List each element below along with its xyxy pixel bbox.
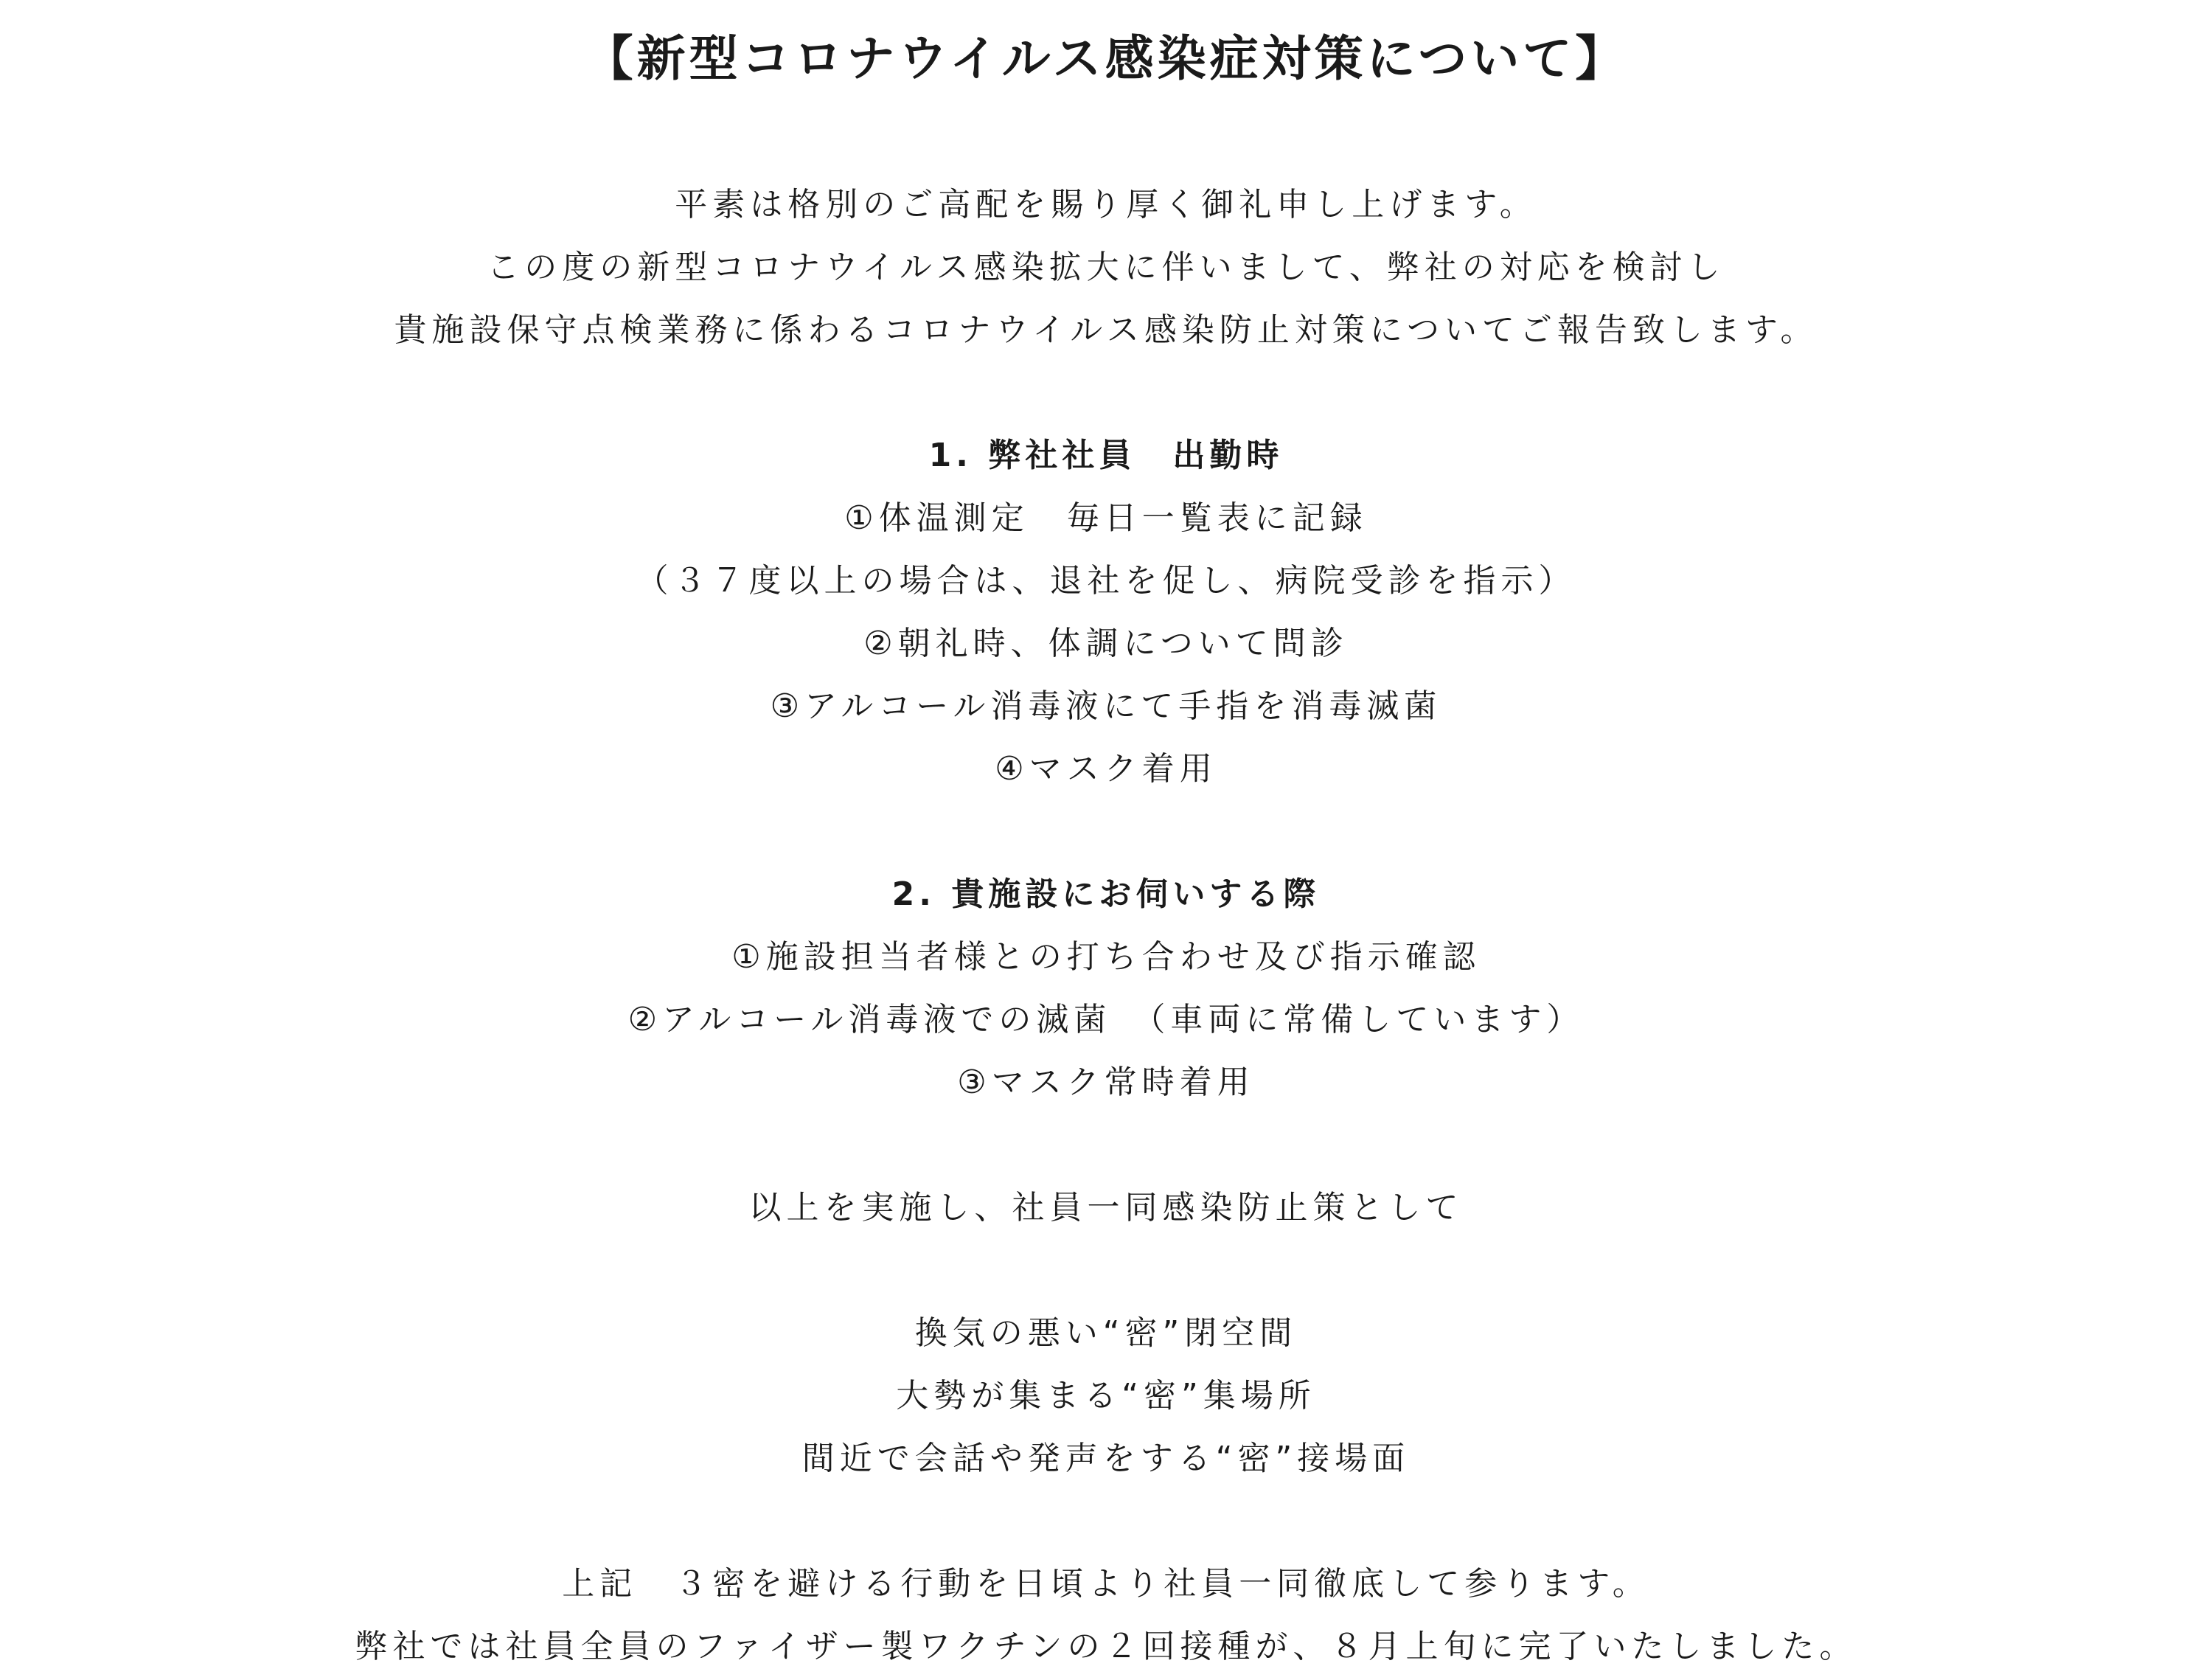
section-2-item: ①施設担当者様との打ち合わせ及び指示確認 — [731, 938, 1481, 976]
section-1-item: ③アルコール消毒液にて手指を消毒滅菌 — [770, 687, 1442, 725]
section-2-heading: 2. 貴施設にお伺いする際 — [891, 875, 1321, 913]
section-1-item: ②朝礼時、体調について問診 — [863, 625, 1349, 662]
section-2-item: ③マスク常時着用 — [957, 1063, 1255, 1101]
intro-line-3: 貴施設保守点検業務に係わるコロナウイルス感染防止対策についてご報告致します。 — [394, 311, 1818, 349]
closing-line-2: 弊社では社員全員のファイザー製ワクチンの２回接種が、８月上旬に完了いたしました。 — [355, 1628, 1857, 1665]
intro-line-1: 平素は格別のご高配を賜り厚く御礼申し上げます。 — [675, 186, 1537, 223]
page-title: 【新型コロナウイルス感染症対策について】 — [584, 30, 1628, 87]
intro-line-2: この度の新型コロナウイルス感染拡大に伴いまして、弊社の対応を検討し — [487, 249, 1725, 286]
three-cs-line: 大勢が集まる“密”集場所 — [896, 1377, 1316, 1415]
three-cs-line: 間近で会話や発声をする“密”接場面 — [801, 1440, 1411, 1477]
three-cs-line: 換気の悪い“密”閉空間 — [914, 1314, 1298, 1352]
closing-line-1: 上記 ３密を避ける行動を日頃より社員一同徹底して参ります。 — [562, 1565, 1650, 1603]
section-2-item: ②アルコール消毒液での滅菌 （車両に常備しています） — [627, 1001, 1585, 1038]
section-1-item: ④マスク着用 — [995, 750, 1217, 788]
section-1-item: ①体温測定 毎日一覧表に記録 — [844, 499, 1368, 537]
section-1-item: （３７度以上の場合は、退社を促し、病院受診を指示） — [636, 562, 1576, 600]
section-1-heading: 1. 弊社社員 出勤時 — [928, 437, 1284, 474]
summary-line: 以上を実施し、社員一同感染防止策として — [748, 1189, 1464, 1226]
